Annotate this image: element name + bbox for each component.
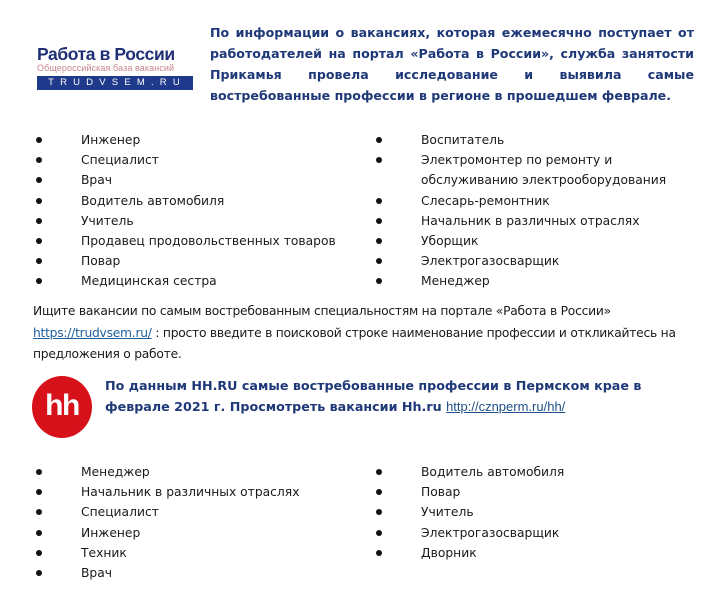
list-item: Учитель xyxy=(34,211,374,231)
bullet-icon xyxy=(36,489,42,495)
list-item: Водитель автомобиля xyxy=(34,191,374,211)
list-item: Продавец продовольственных товаров xyxy=(34,231,374,251)
logo-subtitle: Общероссийская база вакансий xyxy=(37,63,175,73)
rabota-v-rossii-logo xyxy=(37,45,193,95)
list-item: Инженер xyxy=(34,523,374,543)
hh-professions-left xyxy=(34,462,374,583)
bullet-icon xyxy=(36,157,42,163)
bullet-icon xyxy=(376,198,382,204)
list-item: Специалист xyxy=(34,150,374,170)
bullet-icon xyxy=(36,137,42,143)
bullet-icon xyxy=(36,530,42,536)
logo-title: Работа в России xyxy=(37,44,175,64)
trudvsem-professions-right xyxy=(374,130,704,292)
search-instructions: Ищите вакансии по самым востребованным специальностям на портале «Работа в России» https://trudvsem.ru/ : просто введите в поисковой строке наименование профессии и откликайтесь на предложения о работе. xyxy=(33,304,676,361)
bullet-icon xyxy=(36,238,42,244)
hh-vacancies-link[interactable]: http://cznperm.ru/hh/ xyxy=(446,399,566,414)
list-item: Повар xyxy=(34,251,374,271)
list-item: Уборщик xyxy=(374,231,704,251)
bullet-icon xyxy=(376,489,382,495)
intro-paragraph: По информации о вакансиях, которая ежемесячно поступает от работодателей на портал «Работа в России», служба занятости Прикамья провела исследование и выявила самые востребованные профессии в регионе в прошедшем феврале. xyxy=(210,25,694,103)
bullet-icon xyxy=(376,157,382,163)
trudvsem-professions-left xyxy=(34,130,374,292)
hh-heading: По данным HH.RU самые востребованные профессии в Пермском крае в феврале 2021 г. Просмотреть вакансии Hh.ru http://cznperm.ru/hh/ xyxy=(105,378,642,414)
bullet-icon xyxy=(36,469,42,475)
list-item: Начальник в различных отраслях xyxy=(374,211,704,231)
list-item: Водитель автомобиля xyxy=(374,462,704,482)
bullet-icon xyxy=(376,278,382,284)
list-item: Дворник xyxy=(374,543,704,563)
list-item: Инженер xyxy=(34,130,374,150)
bullet-icon xyxy=(36,177,42,183)
list-item: Начальник в различных отраслях xyxy=(34,482,374,502)
bullet-icon xyxy=(376,218,382,224)
list-item: Врач xyxy=(34,170,374,190)
bullet-icon xyxy=(36,258,42,264)
bullet-icon xyxy=(36,570,42,576)
list-item: Менеджер xyxy=(34,462,374,482)
hh-professions-right xyxy=(374,462,704,563)
bullet-icon xyxy=(36,218,42,224)
list-item: Специалист xyxy=(34,502,374,522)
bullet-icon xyxy=(376,238,382,244)
logo-domain: TRUDVSEM.RU xyxy=(37,76,193,90)
list-item: Слесарь-ремонтник xyxy=(374,191,704,211)
bullet-icon xyxy=(36,198,42,204)
list-item: Врач xyxy=(34,563,374,583)
list-item: Электромонтер по ремонту и обслуживанию электрооборудования xyxy=(374,150,704,190)
list-item: Воспитатель xyxy=(374,130,704,150)
bullet-icon xyxy=(376,509,382,515)
trudvsem-link[interactable]: https://trudvsem.ru/ xyxy=(33,325,152,340)
list-item: Медицинская сестра xyxy=(34,271,374,291)
bullet-icon xyxy=(36,509,42,515)
bullet-icon xyxy=(376,258,382,264)
bullet-icon xyxy=(376,137,382,143)
bullet-icon xyxy=(376,550,382,556)
bullet-icon xyxy=(376,530,382,536)
list-item: Электрогазосварщик xyxy=(374,251,704,271)
list-item: Менеджер xyxy=(374,271,704,291)
list-item: Техник xyxy=(34,543,374,563)
bullet-icon xyxy=(36,550,42,556)
list-item: Электрогазосварщик xyxy=(374,523,704,543)
hh-logo: hh xyxy=(32,376,92,438)
bullet-icon xyxy=(36,278,42,284)
list-item: Учитель xyxy=(374,502,704,522)
list-item: Повар xyxy=(374,482,704,502)
bullet-icon xyxy=(376,469,382,475)
